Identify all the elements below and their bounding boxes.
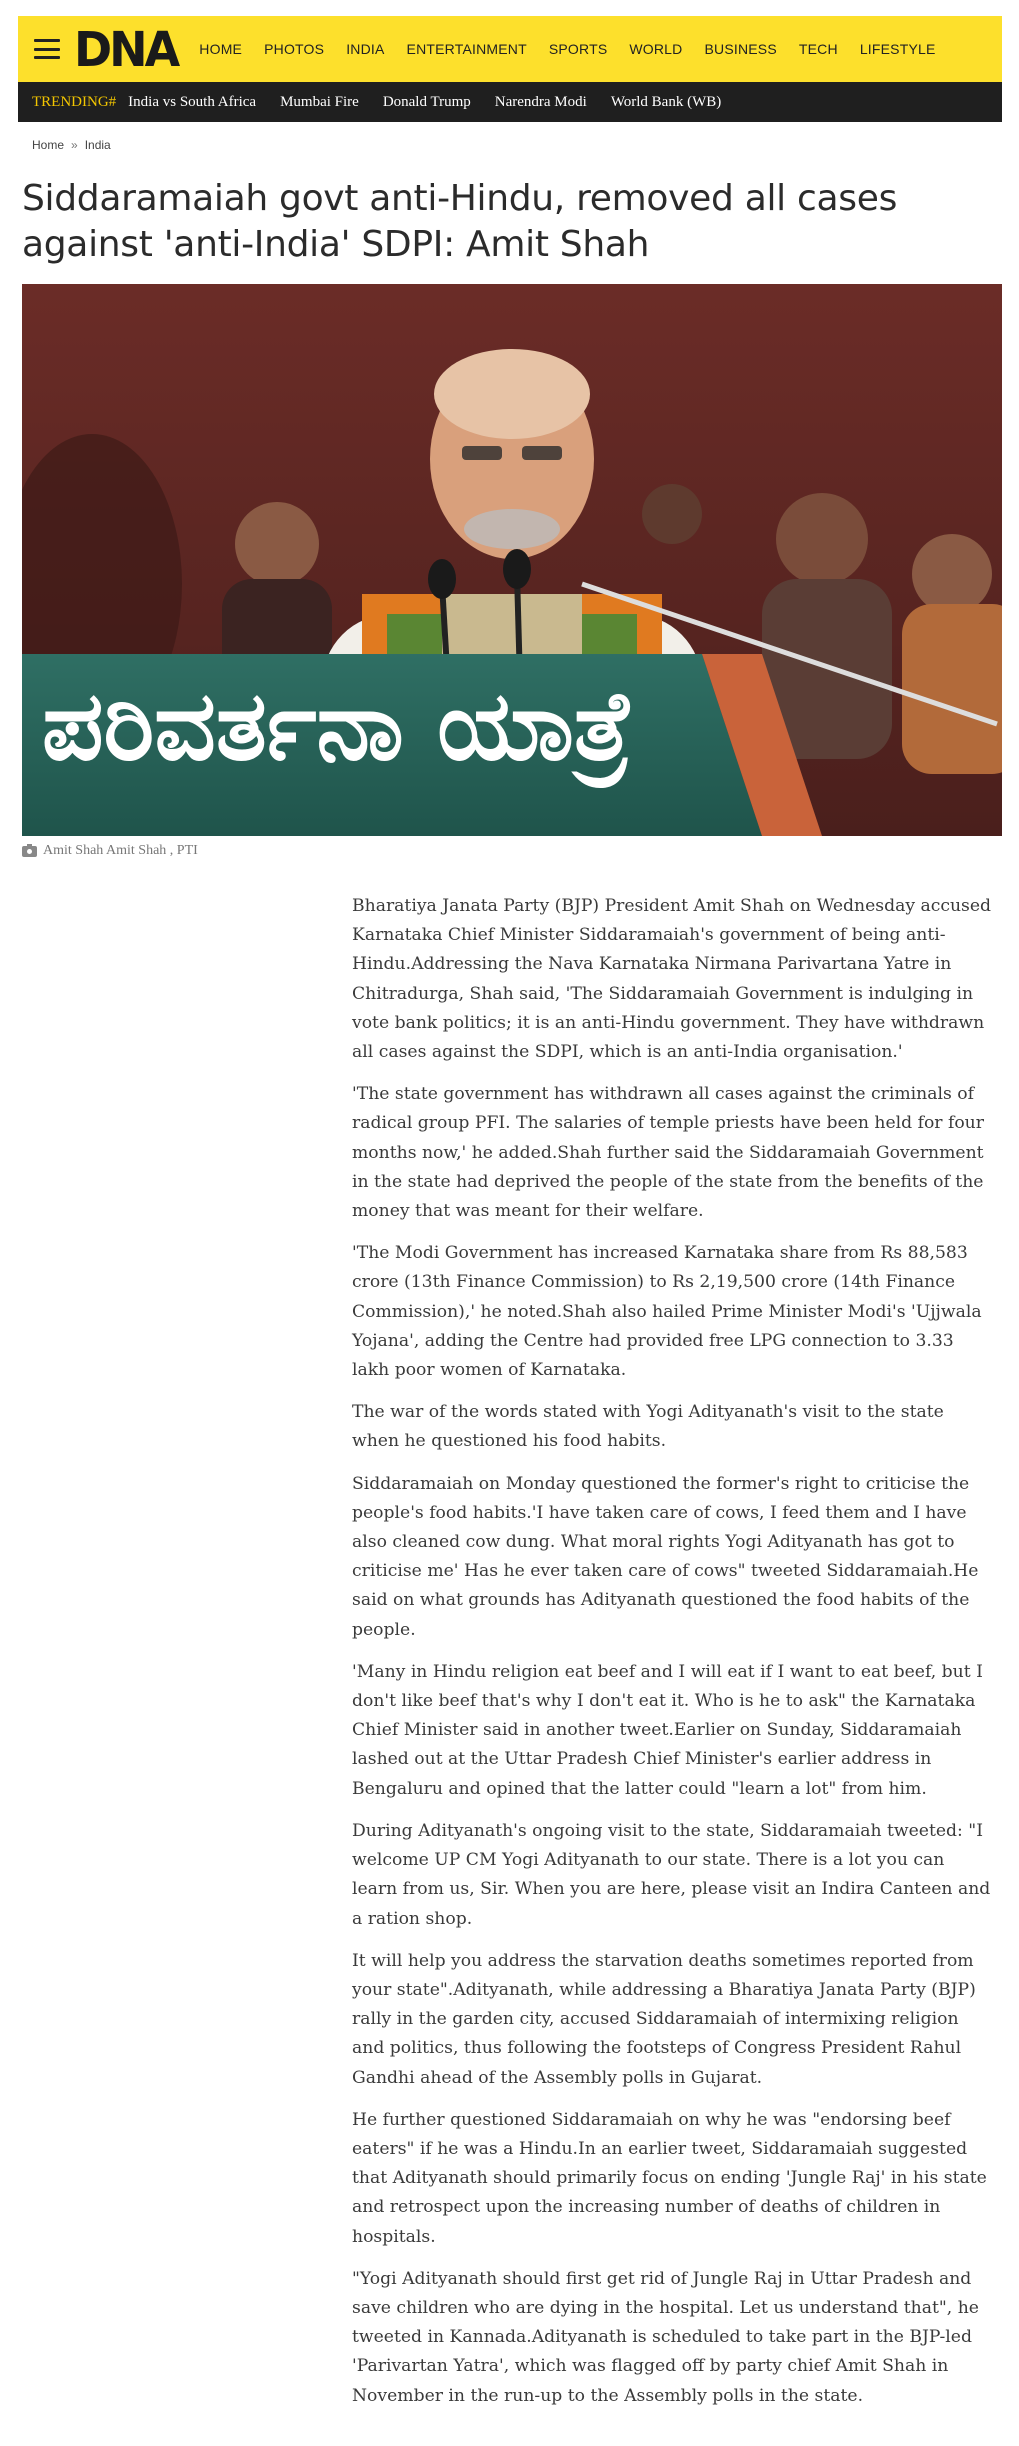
trending-item[interactable]: India vs South Africa bbox=[128, 93, 257, 110]
trending-item[interactable]: Mumbai Fire bbox=[280, 93, 359, 110]
image-caption bbox=[22, 843, 198, 859]
article-title: Siddaramaiah govt anti-Hindu, removed all cases against 'anti-India' SDPI: Amit Shah bbox=[22, 178, 898, 265]
caption-text: Amit Shah Amit Shah , PTI bbox=[43, 843, 198, 858]
nav-tech[interactable]: TECH bbox=[798, 41, 838, 57]
breadcrumb-home[interactable]: Home bbox=[32, 138, 65, 152]
site-header bbox=[18, 16, 1002, 82]
nav-world[interactable]: WORLD bbox=[629, 41, 683, 57]
article-paragraph: 'The Modi Government has increased Karnataka share from Rs 88,583 crore (13th Finance Commission) to Rs 2,19,500 crore (14th Finance Commission),' he noted.Shah also hailed Prime Minister Modi's 'Ujjwala Yojana', adding the Centre had provided free LPG connection to 3.33 lakh poor women of Karnataka. bbox=[352, 1243, 982, 1381]
nav-sports[interactable]: SPORTS bbox=[548, 41, 608, 57]
nav-photos[interactable]: PHOTOS bbox=[264, 41, 325, 57]
podium-banner-text: ಪರಿವರ್ತನಾ ಯಾತ್ರೆ bbox=[42, 670, 633, 782]
site-logo[interactable]: DNA bbox=[74, 20, 178, 78]
camera-icon bbox=[22, 846, 37, 857]
nav-entertainment[interactable]: ENTERTAINMENT bbox=[406, 41, 527, 57]
breadcrumb-separator: » bbox=[71, 138, 78, 152]
trending-item[interactable]: Donald Trump bbox=[382, 93, 471, 110]
menu-icon[interactable] bbox=[34, 39, 60, 59]
article-hero-image bbox=[22, 284, 1002, 836]
breadcrumb-section[interactable]: India bbox=[84, 138, 111, 152]
article-paragraph: "Yogi Adityanath should first get rid of Jungle Raj in Uttar Pradesh and save children who are dying in the hospital. Let us understand that", he tweeted in Kannada.Adityanath is scheduled to take part in the BJP-led 'Parivartan Yatra', which was flagged off by party chief Amit Shah in November in the run-up to the Assembly polls in the state. bbox=[352, 2268, 979, 2406]
article-paragraph: The war of the words stated with Yogi Adityanath's visit to the state when he questioned his food habits. bbox=[352, 1402, 944, 1452]
trending-bar bbox=[18, 82, 1002, 122]
article-paragraph: He further questioned Siddaramaiah on why he was "endorsing beef eaters" if he was a Hindu.In an earlier tweet, Siddaramaiah suggested that Adityanath should primarily focus on ending 'Jungle Raj' in his state and retrospect upon the increasing number of deaths of children in hospitals. bbox=[352, 2109, 987, 2247]
article-paragraph: 'Many in Hindu religion eat beef and I will eat if I want to eat beef, but I don't like beef that's why I don't eat it. Who is he to ask" the Karnataka Chief Minister said in another tweet.Earlier on Sunday, Siddaramaiah lashed out at the Uttar Pradesh Chief Minister's earlier address in Bengaluru and opined that the latter could "learn a lot" from him. bbox=[352, 1661, 983, 1799]
nav-business[interactable]: BUSINESS bbox=[704, 41, 777, 57]
trending-item[interactable]: Narendra Modi bbox=[494, 93, 587, 110]
nav-lifestyle[interactable]: LIFESTYLE bbox=[859, 41, 936, 57]
article-paragraph: During Adityanath's ongoing visit to the state, Siddaramaiah tweeted: "I welcome UP CM Yogi Adityanath to our state. There is a lot you can learn from us, Sir. When you are here, please visit an Indira Canteen and a ration shop. bbox=[352, 1820, 991, 1929]
article-paragraph: Siddaramaiah on Monday questioned the former's right to criticise the people's food habits.'I have taken care of cows, I feed them and I have also cleaned cow dung. What moral rights Yogi Adityanath has got to criticise me' Has he ever taken care of cows" tweeted Siddaramaiah.He said on what grounds has Adityanath questioned the food habits of the people. bbox=[352, 1473, 979, 1640]
article-paragraph: 'The state government has withdrawn all cases against the criminals of radical group PFI. The salaries of temple priests have been held for four months now,' he added.Shah further said the Siddaramaiah Government in the state had deprived the people of the state from the benefits of the money that was meant for their welfare. bbox=[352, 1084, 984, 1222]
trending-item[interactable]: World Bank (WB) bbox=[610, 93, 722, 110]
article-body bbox=[352, 892, 992, 2424]
article-paragraph: It will help you address the starvation deaths sometimes reported from your state".Adityanath, while addressing a Bharatiya Janata Party (BJP) rally in the garden city, accused Siddaramaiah of intermixing religion and politics, thus following the footsteps of Congress President Rahul Gandhi ahead of the Assembly polls in Gujarat. bbox=[352, 1950, 976, 2088]
main-nav bbox=[199, 41, 957, 57]
nav-home[interactable]: HOME bbox=[199, 41, 243, 57]
nav-india[interactable]: INDIA bbox=[346, 41, 385, 57]
article-paragraph: Bharatiya Janata Party (BJP) President Amit Shah on Wednesday accused Karnataka Chief Minister Siddaramaiah's government of being anti-Hindu.Addressing the Nava Karnataka Nirmana Parivartana Yatre in Chitradurga, Shah said, 'The Siddaramaiah Government is indulging in vote bank politics; it is an anti-Hindu government. They have withdrawn all cases against the SDPI, which is an anti-India organisation.' bbox=[352, 896, 992, 1063]
trending-label: TRENDING# bbox=[32, 93, 117, 110]
breadcrumb bbox=[32, 138, 111, 152]
